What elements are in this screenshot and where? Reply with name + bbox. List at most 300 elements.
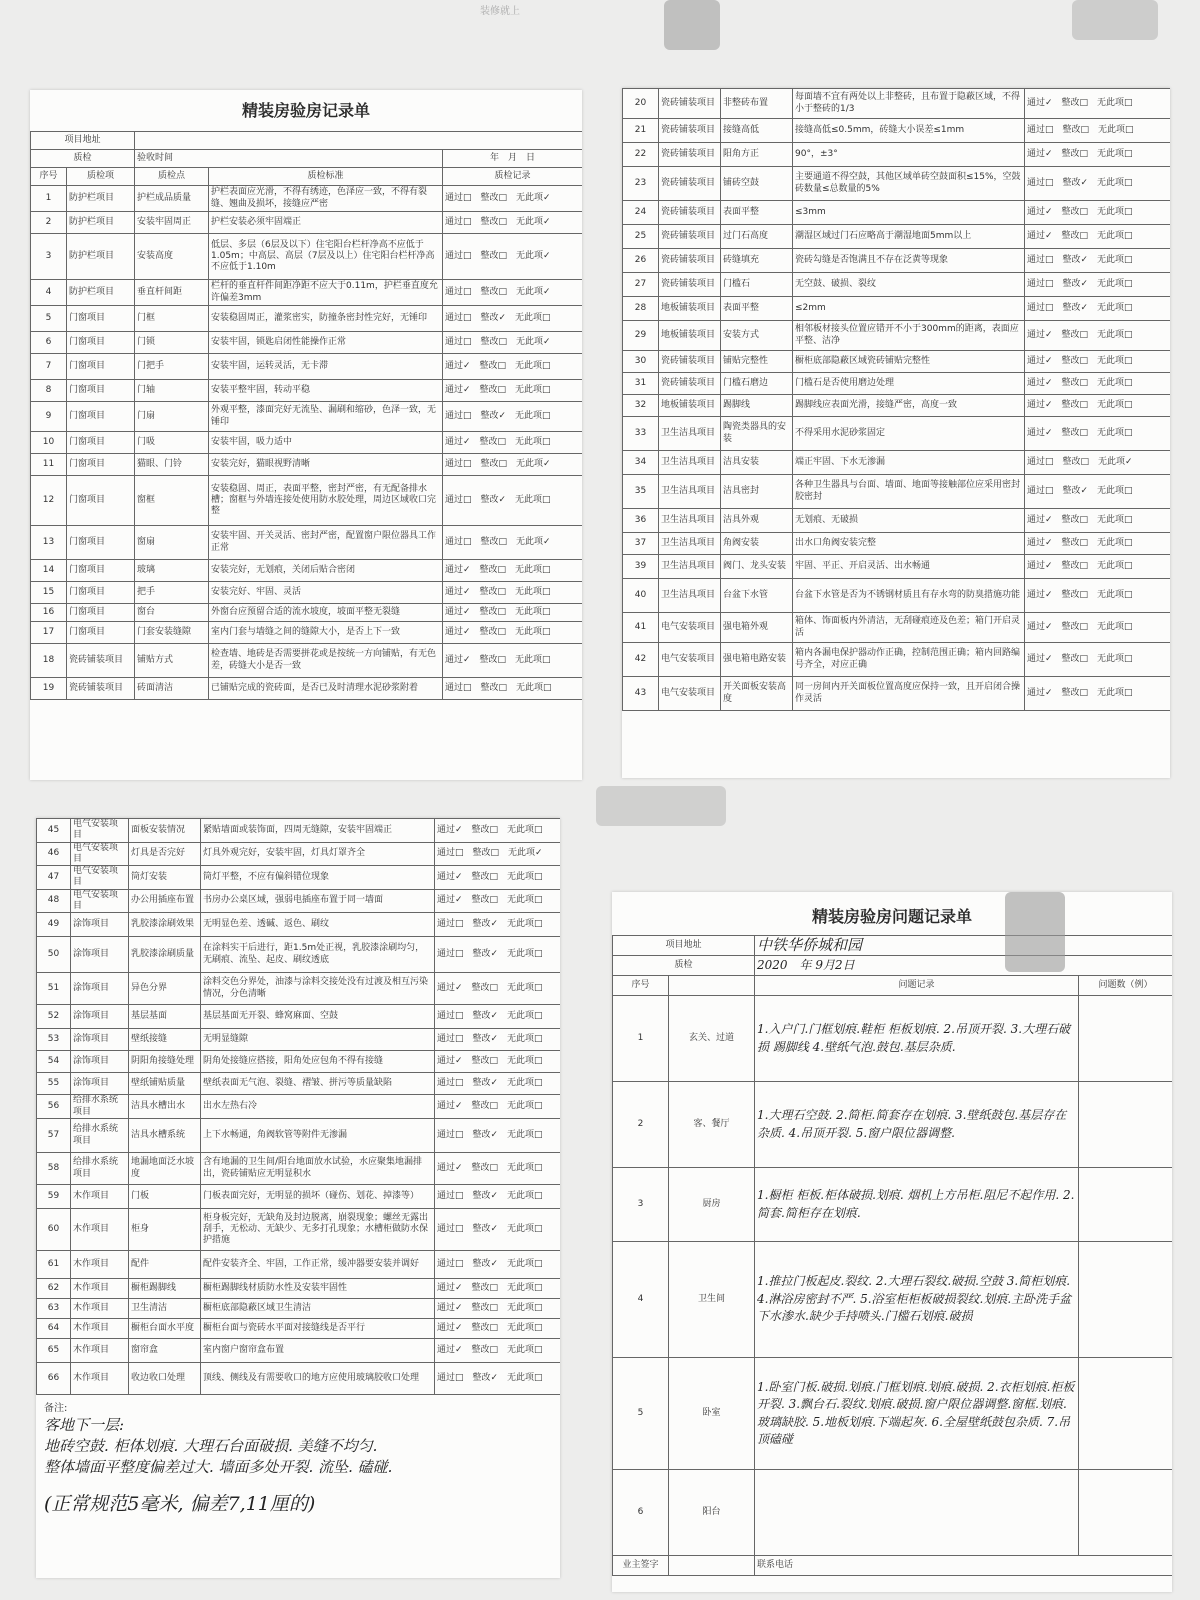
check-item: 瓷砖铺装项目 [659,167,721,201]
check-record: 通过✓ 整改□ 无此项□ [1025,225,1171,249]
row-number: 55 [37,1073,71,1095]
check-item: 防护栏项目 [67,186,135,212]
check-record: 通过□ 整改✓ 无此项□ [1025,297,1171,321]
room-name: 阳台 [669,1470,755,1556]
check-record: 通过□ 整改✓ 无此项□ [1025,475,1171,509]
table-row [37,1185,561,1209]
check-standard: 顶线、侧线及有需要收口的地方应使用玻璃胶收口处理 [201,1363,435,1395]
problem-notes: 1.大理石空鼓. 2.简柜.简套存在划痕. 3.壁纸鼓包.基层存在杂质. 4.吊顶开裂. 5.窗户限位器调整. [755,1082,1079,1168]
check-standard: 箱体、饰面板内外清洁，无刮碰痕迹及色差；箱门开启灵活 [793,613,1025,643]
column-header: 质检标准 [209,168,443,186]
check-standard: 低层、多层（6层及以下）住宅阳台栏杆净高不应低于1.05m；中高层、高层（7层及以上）住宅阳台栏杆净高不应低于1.10m [209,234,443,280]
check-point: 窗扇 [135,526,209,560]
problem-count [1079,1242,1172,1358]
check-standard: 接缝高低≤0.5mm，砖缝大小误差≤1mm [793,119,1025,143]
table-row [37,1095,561,1119]
inspection-label: 质检 [31,150,135,168]
check-point: 门锁 [135,332,209,354]
row-number: 61 [37,1251,71,1279]
check-record: 通过✓ 整改□ 无此项□ [435,819,561,843]
row-number: 29 [623,321,659,351]
check-record: 通过✓ 整改□ 无此项□ [443,432,582,454]
table-row [623,555,1171,579]
check-standard: 外窗台应预留合适的流水坡度，坡面平整无裂缝 [209,604,443,622]
row-number: 2 [31,212,67,234]
check-record: 通过□ 整改✓ 无此项□ [435,1029,561,1051]
check-standard: 主要通道不得空鼓，其他区域单砖空鼓面积≤15%，空鼓砖数量≤总数量的5% [793,167,1025,201]
room-name: 玄关、过道 [669,996,755,1082]
inspection-label: 质检 [613,956,755,976]
row-number: 19 [31,678,67,700]
check-record: 通过✓ 整改□ 无此项□ [435,866,561,890]
check-point: 安装高度 [135,234,209,280]
row-number: 50 [37,937,71,973]
owner-signature-label: 业主签字 [613,1556,669,1576]
table-row [37,866,561,890]
check-point: 安装牢固周正 [135,212,209,234]
check-item: 门窗项目 [67,526,135,560]
check-standard: 潮湿区域过门石应略高于潮湿地面5mm以上 [793,225,1025,249]
check-standard: 安装完好，无划痕，关闭后贴合密闭 [209,560,443,582]
check-item: 门窗项目 [67,622,135,644]
check-item: 卫生洁具项目 [659,417,721,451]
check-record: 通过✓ 整改□ 无此项□ [443,582,582,604]
check-point: 台盆下水管 [721,579,793,613]
check-record: 通过✓ 整改□ 无此项□ [443,604,582,622]
check-point: 筒灯安装 [129,866,201,890]
check-item: 电气安装项目 [71,866,129,890]
check-record: 通过✓ 整改□ 无此项□ [435,1299,561,1319]
check-item: 瓷砖铺装项目 [659,273,721,297]
check-point: 洁具密封 [721,475,793,509]
check-standard: 安装稳固周正，灌浆密实，防撞条密封性完好，无锤印 [209,306,443,332]
table-row [31,560,583,582]
table-row [37,1073,561,1095]
check-record: 通过□ 整改✓ 无此项□ [435,1185,561,1209]
check-record: 通过□ 整改✓ 无此项□ [435,1119,561,1153]
column-header: 问题数（例） [1079,976,1172,996]
row-number: 26 [623,249,659,273]
inspection-sheet-3 [36,818,560,1578]
row-number: 47 [37,866,71,890]
check-standard: 瓷砖勾缝是否饱满且不存在泛黄等现象 [793,249,1025,273]
row-number: 41 [623,613,659,643]
check-item: 电气安装项目 [659,643,721,677]
check-point: 铺贴完整性 [721,351,793,373]
check-standard: 安装完好、牢固、灵活 [209,582,443,604]
table-row [623,249,1171,273]
check-item: 涂饰项目 [71,1073,129,1095]
table-row [37,913,561,937]
column-header: 序号 [613,976,669,996]
check-record: 通过□ 整改✓ 无此项□ [435,1005,561,1029]
room-name: 客、餐厅 [669,1082,755,1168]
table-row [37,1029,561,1051]
check-standard: 每面墙不宜有两处以上非整砖，且布置于隐蔽区域，不得小于整砖的1/3 [793,89,1025,119]
check-record: 通过□ 整改✓ 无此项□ [435,937,561,973]
check-standard: 检查墙、地砖是否需要拼花或是按统一方向铺贴，有无色差，砖缝大小是否一致 [209,644,443,678]
row-number: 18 [31,644,67,678]
check-point: 门轴 [135,380,209,402]
row-number: 16 [31,604,67,622]
check-standard: 无明显色差、透碱、返色、刷纹 [201,913,435,937]
remarks-line: 客地下一层: [44,1416,125,1434]
check-item: 卫生洁具项目 [659,533,721,555]
check-point: 阴阳角接缝处理 [129,1051,201,1073]
table-row [37,1251,561,1279]
check-point: 阳角方正 [721,143,793,167]
check-standard: 阴角处接缝应搭接，阳角处应包角不得有接缝 [201,1051,435,1073]
row-number: 24 [623,201,659,225]
table-row [31,280,583,306]
table-row [37,819,561,843]
table-row [31,604,583,622]
check-item: 瓷砖铺装项目 [67,644,135,678]
check-point: 灯具是否完好 [129,842,201,866]
check-point: 壁纸接缝 [129,1029,201,1051]
table-row [31,582,583,604]
row-number: 42 [623,643,659,677]
check-point: 柜身 [129,1209,201,1251]
check-point: 壁纸铺贴质量 [129,1073,201,1095]
table-row [31,306,583,332]
table-row [37,1319,561,1339]
check-record: 通过□ 整改□ 无此项□ [443,678,582,700]
check-point: 强电箱电路安装 [721,643,793,677]
problem-notes: 1.橱柜 柜板.柜体破损.划痕. 烟机上方吊柜.阻尼不起作用. 2.简套.简柜存在划痕. [755,1168,1079,1242]
table-row [623,201,1171,225]
check-record: 通过✓ 整改□ 无此项□ [443,380,582,402]
scribble-smudge [664,0,720,50]
check-item: 门窗项目 [67,402,135,432]
check-point: 非整砖布置 [721,89,793,119]
check-standard: 安装牢固，锁匙启闭性能操作正常 [209,332,443,354]
check-point: 安装方式 [721,321,793,351]
project-address-value [135,132,582,150]
problem-notes: 1.推拉门板起皮.裂纹. 2.大理石裂纹.破损.空鼓 3.简柜划痕. 4.淋浴房密封不严. 5.浴室柜柜板破损裂纹.划痕.主卧洗手盆下水渗水.缺少手持喷头.门槛石划痕.破损 [755,1242,1079,1358]
row-number: 52 [37,1005,71,1029]
check-record: 通过✓ 整改□ 无此项□ [1025,321,1171,351]
inspection-table [30,131,582,700]
row-number: 6 [31,332,67,354]
check-record: 通过□ 整改✓ 无此项□ [443,476,582,526]
table-row [31,678,583,700]
row-number: 4 [31,280,67,306]
check-item: 电气安装项目 [71,842,129,866]
check-standard: 安装完好，猫眼视野清晰 [209,454,443,476]
check-item: 地板铺装项目 [659,297,721,321]
check-item: 木作项目 [71,1363,129,1395]
table-row [623,613,1171,643]
table-row [623,373,1171,395]
check-standard: ≤3mm [793,201,1025,225]
check-item: 木作项目 [71,1185,129,1209]
check-standard: 门槛石是否使用磨边处理 [793,373,1025,395]
check-point: 接缝高低 [721,119,793,143]
check-point: 铺贴方式 [135,644,209,678]
table-row [623,89,1171,119]
row-number: 30 [623,351,659,373]
check-point: 开关面板安装高度 [721,677,793,711]
check-item: 卫生洁具项目 [659,509,721,533]
table-row [31,432,583,454]
problem-count [1079,996,1172,1082]
row-number: 22 [623,143,659,167]
check-item: 瓷砖铺装项目 [659,373,721,395]
problem-notes: 1.卧室门板.破损.划痕.门框划痕.划痕.破损. 2.衣柜划痕.柜板开裂. 3.飘台石.裂纹.划痕.破损.窗户限位器调整.窗框.划痕.玻璃缺胶. 5.地板划痕.下端起灰. 6.全屋壁纸鼓包杂质. 7.吊顶磕碰 [755,1358,1079,1470]
row-number: 53 [37,1029,71,1051]
table-row [623,475,1171,509]
check-point: 阀门、龙头安装 [721,555,793,579]
check-record: 通过✓ 整改□ 无此项□ [1025,201,1171,225]
problem-count [1079,1358,1172,1470]
check-item: 瓷砖铺装项目 [659,201,721,225]
check-record: 通过✓ 整改□ 无此项□ [435,973,561,1005]
inspection-table [36,818,560,1395]
check-standard: 室内窗户窗帘盒布置 [201,1339,435,1363]
check-record: 通过✓ 整改□ 无此项□ [1025,417,1171,451]
row-number: 1 [31,186,67,212]
check-item: 卫生洁具项目 [659,451,721,475]
check-standard: 壁纸表面无气泡、裂缝、褶皱、拼污等质量缺陷 [201,1073,435,1095]
check-item: 防护栏项目 [67,234,135,280]
row-number: 62 [37,1279,71,1299]
room-name: 卫生间 [669,1242,755,1358]
table-row [31,526,583,560]
address-row [613,936,1173,956]
check-item: 门窗项目 [67,454,135,476]
check-item: 地板铺装项目 [659,321,721,351]
check-standard: 柜身板完好，无缺角及封边脱离，崩裂现象；螺丝无露出刮手，无松动、无缺少、无多打孔现象；水槽柜做防水保护措施 [201,1209,435,1251]
check-record: 通过✓ 整改□ 无此项□ [1025,555,1171,579]
check-point: 玻璃 [135,560,209,582]
check-record: 通过✓ 整改□ 无此项□ [1025,613,1171,643]
check-point: 砖面清洁 [135,678,209,700]
scribble-smudge [1005,892,1065,972]
check-item: 给排水系统项目 [71,1119,129,1153]
check-record: 通过□ 整改✓ 无此项□ [435,1209,561,1251]
check-record: 通过□ 整改✓ 无此项□ [443,306,582,332]
check-record: 通过✓ 整改□ 无此项□ [1025,351,1171,373]
check-standard: 无明显缝隙 [201,1029,435,1051]
check-standard: 橱柜踢脚线材质防水性及安装牢固性 [201,1279,435,1299]
check-point: 配件 [129,1251,201,1279]
date-field: 年 月 日 [443,150,582,168]
check-record: 通过✓ 整改□ 无此项□ [443,354,582,380]
room-name: 厨房 [669,1168,755,1242]
check-point: 办公用插座布置 [129,889,201,913]
row-number: 2 [613,1082,669,1168]
check-standard: 无空鼓、破损、裂纹 [793,273,1025,297]
table-row [623,143,1171,167]
check-record: 通过✓ 整改□ 无此项□ [443,644,582,678]
check-item: 瓷砖铺装项目 [659,225,721,249]
check-standard: 橱柜底部隐蔽区域卫生清洁 [201,1299,435,1319]
check-item: 电气安装项目 [659,613,721,643]
check-item: 涂饰项目 [71,937,129,973]
check-point: 门套安装缝隙 [135,622,209,644]
check-point: 橱柜台面水平度 [129,1319,201,1339]
owner-signature-field [669,1556,755,1576]
check-standard: 在涂料实干后进行，距1.5m处正视，乳胶漆涂刷均匀，无刷痕、流坠、起皮、刷纹透底 [201,937,435,973]
check-item: 卫生洁具项目 [659,579,721,613]
check-point: 表面平整 [721,201,793,225]
table-row [31,402,583,432]
check-standard: 护栏表面应光滑，不得有绣迹，色泽应一致，不得有裂缝、翘曲及损坏，接缝应严密 [209,186,443,212]
check-item: 木作项目 [71,1339,129,1363]
row-number: 45 [37,819,71,843]
check-item: 门窗项目 [67,560,135,582]
check-item: 门窗项目 [67,582,135,604]
check-record: 通过□ 整改✓ 无此项□ [435,913,561,937]
table-row [613,1082,1173,1168]
table-row [37,842,561,866]
check-standard: 书房办公桌区域，强弱电插座布置于同一墙面 [201,889,435,913]
check-item: 电气安装项目 [659,677,721,711]
sheet-title: 精装房验房问题记录单 [811,907,972,926]
project-address-value: 中铁华侨城和园 [755,936,1172,956]
check-point: 收边收口处理 [129,1363,201,1395]
check-point: 窗台 [135,604,209,622]
check-item: 门窗项目 [67,476,135,526]
row-number: 64 [37,1319,71,1339]
check-standard: 橱柜台面与瓷砖水平面对接缝线是否平行 [201,1319,435,1339]
table-row [31,234,583,280]
column-header: 质检记录 [443,168,582,186]
problem-notes [755,1470,1079,1556]
row-number: 46 [37,842,71,866]
check-item: 涂饰项目 [71,1029,129,1051]
check-standard: 箱内各漏电保护器动作正确，控制范围正确；箱内回路编号齐全，对应正确 [793,643,1025,677]
check-standard: 90°，±3° [793,143,1025,167]
remarks-line: 整体墙面平整度偏差过大. 墙面多处开裂. 流坠. 磕碰. [44,1458,393,1476]
check-standard: 上下水畅通，角阀软管等附件无渗漏 [201,1119,435,1153]
check-item: 瓷砖铺装项目 [67,678,135,700]
inspection-row [613,956,1173,976]
problem-count [1079,1470,1172,1556]
check-record: 通过✓ 整改□ 无此项□ [1025,89,1171,119]
check-standard: 安装稳固、周正，表面平整，密封严密，有无配备排水槽；窗框与外墙连接处使用防水胶处理，周边区域收口完整 [209,476,443,526]
check-record: 通过✓ 整改□ 无此项□ [435,1153,561,1185]
table-row [613,1168,1173,1242]
check-standard: 含有地漏的卫生间/阳台地面放水试验，水应聚集地漏排出，瓷砖铺贴应无明显积水 [201,1153,435,1185]
row-number: 63 [37,1299,71,1319]
table-row [623,321,1171,351]
check-item: 门窗项目 [67,306,135,332]
row-number: 59 [37,1185,71,1209]
row-number: 1 [613,996,669,1082]
check-item: 地板铺装项目 [659,395,721,417]
check-standard: 门板表面完好，无明显的损坏（碰伤、划花、掉漆等） [201,1185,435,1209]
row-number: 39 [623,555,659,579]
check-record: 通过□ 整改□ 无此项✓ [1025,451,1171,475]
table-row [623,119,1171,143]
inspection-table [622,88,1170,711]
check-point: 门框 [135,306,209,332]
row-number: 37 [623,533,659,555]
check-record: 通过✓ 整改□ 无此项□ [1025,579,1171,613]
table-row [31,354,583,380]
check-record: 通过✓ 整改□ 无此项□ [1025,143,1171,167]
check-point: 乳胶漆涂刷效果 [129,913,201,937]
header-row [613,976,1173,996]
table-row [37,1119,561,1153]
check-item: 卫生洁具项目 [659,475,721,509]
table-row [623,533,1171,555]
row-number: 36 [623,509,659,533]
table-row [37,1299,561,1319]
check-standard: 出水口角阀安装完整 [793,533,1025,555]
check-item: 门窗项目 [67,604,135,622]
problem-table [612,935,1172,1576]
table-row [623,643,1171,677]
table-row [623,417,1171,451]
check-record: 通过✓ 整改□ 无此项□ [435,1279,561,1299]
row-number: 3 [31,234,67,280]
check-record: 通过□ 整改□ 无此项✓ [443,526,582,560]
check-point: 铺砖空鼓 [721,167,793,201]
check-point: 角阀安装 [721,533,793,555]
table-row [31,186,583,212]
row-number: 66 [37,1363,71,1395]
problem-record-sheet [612,892,1172,1592]
check-record: 通过□ 整改□ 无此项✓ [443,454,582,476]
check-standard: 涂料交色分界处，油漆与涂料交接处没有过渡及相互污染情况，分色清晰 [201,973,435,1005]
table-row [37,1051,561,1073]
check-point: 异色分界 [129,973,201,1005]
row-number: 60 [37,1209,71,1251]
check-record: 通过□ 整改✓ 无此项□ [443,402,582,432]
check-item: 防护栏项目 [67,212,135,234]
check-item: 防护栏项目 [67,280,135,306]
check-record: 通过□ 整改□ 无此项✓ [443,280,582,306]
check-item: 瓷砖铺装项目 [659,351,721,373]
table-row [37,973,561,1005]
table-row [31,212,583,234]
row-number: 25 [623,225,659,249]
check-point: 猫眼、门铃 [135,454,209,476]
row-number: 6 [613,1470,669,1556]
check-point: 护栏成品质量 [135,186,209,212]
check-point: 砖缝填充 [721,249,793,273]
project-address-label: 项目地址 [31,132,135,150]
check-item: 木作项目 [71,1299,129,1319]
check-item: 瓷砖铺装项目 [659,249,721,273]
table-row [613,1470,1173,1556]
check-point: 门吸 [135,432,209,454]
check-standard: 各种卫生器具与台面、墙面、地面等接触部位应采用密封胶密封 [793,475,1025,509]
check-record: 通过✓ 整改□ 无此项□ [443,622,582,644]
row-number: 3 [613,1168,669,1242]
check-standard: 筒灯平整，不应有偏斜错位现象 [201,866,435,890]
check-point: 洁具水槽出水 [129,1095,201,1119]
table-row [37,937,561,973]
row-number: 57 [37,1119,71,1153]
phone-label: 联系电话 [755,1556,1172,1576]
table-row [37,1209,561,1251]
check-item: 给排水系统项目 [71,1095,129,1119]
check-standard: 端正牢固、下水无渗漏 [793,451,1025,475]
row-number: 43 [623,677,659,711]
row-number: 27 [623,273,659,297]
check-item: 瓷砖铺装项目 [659,119,721,143]
check-standard: 安装牢固、开关灵活、密封严密，配置窗户限位器具工作正常 [209,526,443,560]
check-item: 木作项目 [71,1251,129,1279]
row-number: 54 [37,1051,71,1073]
column-header: 质检点 [135,168,209,186]
check-standard: 相邻板材接头位置应错开不小于300mm的距离，表面应平整、洁净 [793,321,1025,351]
check-record: 通过✓ 整改□ 无此项□ [1025,395,1171,417]
